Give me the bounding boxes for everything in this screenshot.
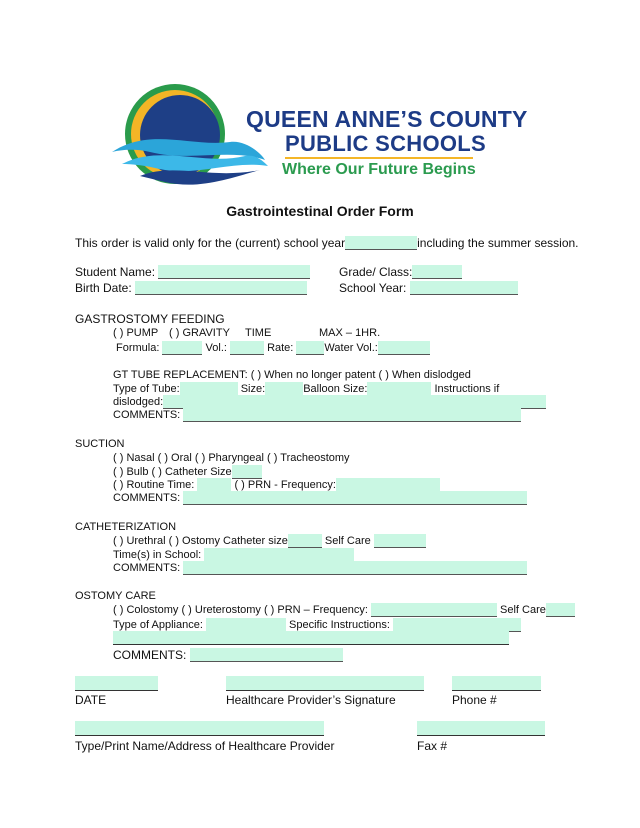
cath-comments-row: COMMENTS: <box>113 561 527 575</box>
phone-label: Phone # <box>452 693 497 707</box>
tube-type-row: Type of Tube: Size: Balloon Size: Instructions if <box>113 383 500 395</box>
max-label: MAX – 1HR. <box>319 327 381 339</box>
ostomy-type-row: ( ) Colostomy ( ) Ureterostomy ( ) PRN – Frequency: Self Care <box>113 603 575 617</box>
suction-heading: SUCTION <box>75 438 125 450</box>
validity-line: This order is valid only for the (current) school year including the summer session. <box>75 236 579 250</box>
ostomy-catheter-size-input[interactable] <box>288 534 322 548</box>
catheter-size-input[interactable] <box>232 465 262 479</box>
gastrostomy-heading: GASTROSTOMY FEEDING <box>75 312 225 326</box>
phone-input[interactable] <box>452 676 541 691</box>
pump-option[interactable]: ( ) PUMP <box>113 327 159 339</box>
specific-instructions-input[interactable] <box>393 618 521 632</box>
gastro-comments-row: COMMENTS: <box>113 408 521 422</box>
form-title: Gastrointestinal Order Form <box>226 203 414 219</box>
logo-line2: PUBLIC SCHOOLS <box>285 131 486 156</box>
times-row: Time(s) in School: <box>113 548 354 562</box>
logo-divider <box>285 157 473 159</box>
student-name-row: Student Name: <box>75 265 310 279</box>
logo-line1: QUEEN ANNE’S COUNTY <box>246 106 528 132</box>
gastro-comments-input[interactable] <box>183 408 521 422</box>
tube-size-input[interactable] <box>265 382 303 396</box>
fax-label: Fax # <box>417 739 448 753</box>
grade-row: Grade/ Class: <box>339 265 462 279</box>
time-label: TIME <box>245 327 272 339</box>
formula-row: Formula: Vol.: Rate: Water Vol.: <box>116 341 430 355</box>
cath-self-care-input[interactable] <box>374 534 426 548</box>
appliance-row: Type of Appliance: Specific Instructions: <box>113 618 521 632</box>
suction-comments-input[interactable] <box>183 491 527 505</box>
student-name-input[interactable] <box>158 265 310 279</box>
ostomy-heading: OSTOMY CARE <box>75 590 156 602</box>
birth-date-input[interactable] <box>135 281 307 295</box>
bulb-row: ( ) Bulb ( ) Catheter Size <box>113 465 262 479</box>
birth-date-row: Birth Date: <box>75 281 307 295</box>
routine-time-input[interactable] <box>197 478 231 492</box>
suction-type-line[interactable]: ( ) Nasal ( ) Oral ( ) Pharyngeal ( ) Tracheostomy <box>113 452 350 464</box>
logo-tagline: Where Our Future Begins <box>282 161 476 178</box>
school-year-row: School Year: <box>339 281 518 295</box>
school-year-field[interactable] <box>410 281 518 295</box>
rate-input[interactable] <box>296 341 324 355</box>
suction-comments-row: COMMENTS: <box>113 491 527 505</box>
dislodged-row: dislodged: <box>113 395 546 409</box>
balloon-size-input[interactable] <box>367 382 431 396</box>
ostomy-comments-row: COMMENTS: <box>113 648 343 662</box>
gravity-option[interactable]: ( ) GRAVITY <box>169 327 230 339</box>
instructions-continuation-input[interactable] <box>113 631 509 645</box>
prn-frequency-input[interactable] <box>336 478 440 492</box>
dislodged-input[interactable] <box>163 395 546 409</box>
fax-input[interactable] <box>417 721 545 736</box>
cath-comments-input[interactable] <box>183 561 527 575</box>
grade-input[interactable] <box>412 265 462 279</box>
routine-row: ( ) Routine Time: ( ) PRN - Frequency: <box>113 478 440 492</box>
provider-signature-label: Healthcare Provider’s Signature <box>226 693 396 707</box>
catheterization-heading: CATHETERIZATION <box>75 521 177 533</box>
date-input[interactable] <box>75 676 158 691</box>
provider-name-address-input[interactable] <box>75 721 324 736</box>
catheter-row: ( ) Urethral ( ) Ostomy Catheter size Self Care <box>113 534 426 548</box>
school-year-input[interactable] <box>345 236 417 250</box>
formula-input[interactable] <box>162 341 202 355</box>
gt-replacement-line: GT TUBE REPLACEMENT: ( ) When no longer patent ( ) When dislodged <box>113 369 471 381</box>
provider-signature-input[interactable] <box>226 676 424 691</box>
appliance-input[interactable] <box>206 618 286 632</box>
water-volume-input[interactable] <box>378 341 430 355</box>
ostomy-frequency-input[interactable] <box>371 603 497 617</box>
ostomy-self-care-input[interactable] <box>546 603 575 617</box>
date-label: DATE <box>75 693 107 707</box>
volume-input[interactable] <box>230 341 264 355</box>
tube-type-input[interactable] <box>180 382 238 396</box>
times-in-school-input[interactable] <box>204 548 354 562</box>
ostomy-comments-input[interactable] <box>190 648 343 662</box>
provider-name-label: Type/Print Name/Address of Healthcare Provider <box>75 739 335 753</box>
